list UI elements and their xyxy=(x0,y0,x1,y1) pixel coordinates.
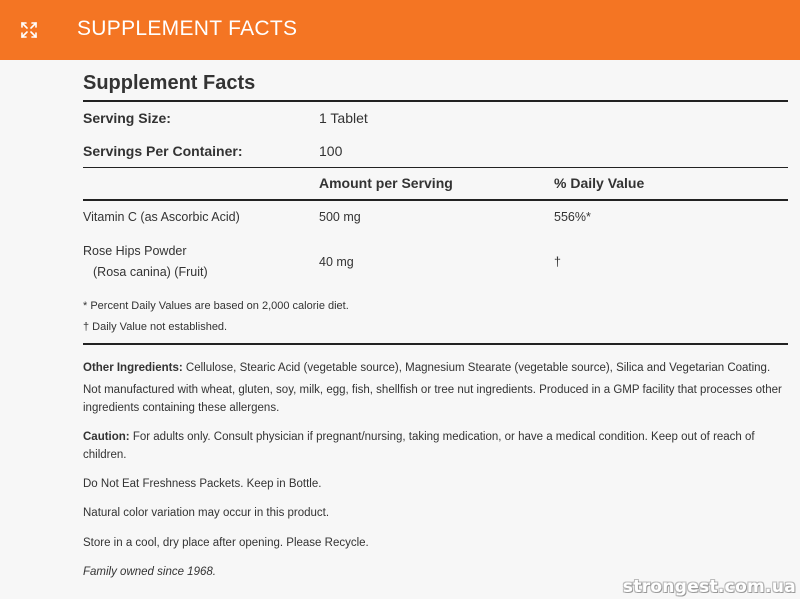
servings-per-container-label: Servings Per Container: xyxy=(83,143,243,159)
header-title: SUPPLEMENT FACTS xyxy=(77,17,298,40)
nutrient-amount: 40 mg xyxy=(319,255,354,269)
footnote-daily-values: * Percent Daily Values are based on 2,000 calorie diet. xyxy=(83,300,349,312)
family-owned-note: Family owned since 1968. xyxy=(83,566,216,578)
nutrient-latin-name: (Rosa canina) (Fruit) xyxy=(93,265,208,279)
other-ingredients-label: Other Ingredients: xyxy=(83,362,183,374)
color-variation-note: Natural color variation may occur in this product. xyxy=(83,507,330,519)
watermark: strongest.com.ua xyxy=(622,577,796,597)
serving-size-label: Serving Size: xyxy=(83,110,171,126)
divider xyxy=(83,100,788,102)
storage-note: Store in a cool, dry place after opening. Please Recycle. xyxy=(83,537,369,549)
collapse-arrows-icon[interactable] xyxy=(18,19,40,41)
nutrient-daily-value: 556%* xyxy=(554,210,591,224)
column-header-daily-value: % Daily Value xyxy=(554,175,645,191)
other-ingredients-text: Cellulose, Stearic Acid (vegetable source), Magnesium Stearate (vegetable source), Silica and Vegetarian Coating. xyxy=(182,362,771,374)
other-ingredients xyxy=(83,359,788,377)
caution-label: Caution: xyxy=(83,431,130,443)
serving-size-value: 1 Tablet xyxy=(319,110,368,126)
facts-title: Supplement Facts xyxy=(83,72,256,94)
servings-per-container-value: 100 xyxy=(319,143,343,159)
nutrient-subname xyxy=(93,265,208,279)
divider xyxy=(83,343,788,345)
nutrient-name: Vitamin C (as Ascorbic Acid) xyxy=(83,210,240,224)
nutrient-daily-value: † xyxy=(554,255,561,269)
section-header xyxy=(0,0,800,60)
divider xyxy=(83,199,788,201)
nutrient-amount: 500 mg xyxy=(319,210,361,224)
caution-statement xyxy=(83,428,783,464)
freshness-note: Do Not Eat Freshness Packets. Keep in Bottle. xyxy=(83,478,322,490)
footnote-not-established: † Daily Value not established. xyxy=(83,321,228,333)
allergen-statement: Not manufactured with wheat, gluten, soy, milk, egg, fish, shellfish or tree nut ingredients. Produced in a GMP facility that processes other ingredients containing these allergens. xyxy=(83,384,782,414)
caution-text: For adults only. Consult physician if pregnant/nursing, taking medication, or have a medical condition. Keep out of reach of children. xyxy=(83,431,755,461)
nutrient-name: Rose Hips Powder xyxy=(83,244,187,258)
column-header-amount: Amount per Serving xyxy=(319,175,453,191)
divider xyxy=(83,167,788,168)
